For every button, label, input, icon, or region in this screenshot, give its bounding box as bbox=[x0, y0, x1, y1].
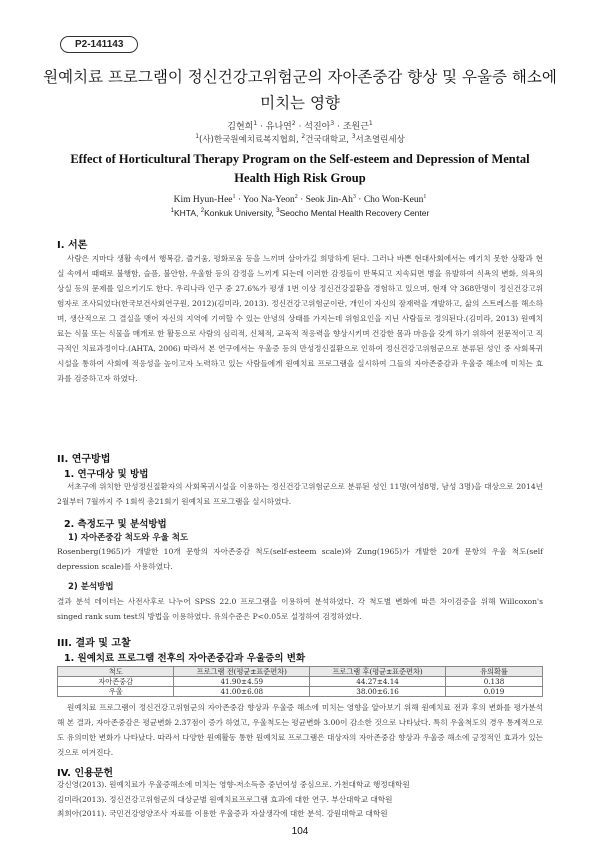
affiliations-korean: $^1$(사)한국원예치료복지협회, $^2$건국대학교, $^3$서초열린세상 bbox=[195, 133, 405, 145]
author-en: Seok Jin-Ah bbox=[305, 195, 353, 206]
author-en: Cho Won-Keun bbox=[363, 195, 424, 206]
authors-english: Kim Hyun-Hee$^1$ · Yoo Na-Yeon$^2$ · Seok Jin-$Ah^3$ · Cho Won-Keun$^1$ bbox=[173, 194, 427, 206]
author-ko: 김현희 bbox=[227, 122, 254, 132]
table-row bbox=[58, 677, 543, 687]
section-heading-methods: II. 연구방법 bbox=[57, 454, 111, 465]
title-english: Effect of Horticultural Therapy Program on the Self-esteem and Depression of Mental Health High Risk Group bbox=[70, 152, 530, 185]
author-ko: 조원근 bbox=[342, 122, 369, 132]
affiliations-english: $^1$KHTA, $^2$Konkuk University, $^3$Seocho Mental Health Recovery Center bbox=[170, 208, 430, 218]
subsection-heading-subjects: 1. 연구대상 및 방법 bbox=[64, 469, 149, 480]
table-header-cell: 프로그램 후(평균±표준편차) bbox=[310, 667, 446, 677]
section-heading-references: IV. 인용문헌 bbox=[57, 768, 114, 779]
results-paragraph: 원예치료 프로그램이 정신건강고위험군의 자아존중감 향상과 우울증 해소에 미치는 영향을 알아보기 위해 원예치료 전과 후의 변화를 평가분석해 본 결과, 자아존중감은 평균변화 2.37점이 증가 하였고, 우울척도는 평균변화 3.00이 감소한 것으로 나타났다. 특히 우울척도의 경우 통계적으로도 유의미한 변화가 나타났다. 따라서 다양한 원예활동 통한 원예치료 프로그램은 대상자의 자아존중감 향상과 우울증 해소에 긍정적인 효과가 있는 것으로 여겨진다. bbox=[57, 703, 543, 757]
section-heading-results: III. 결과 및 고찰 bbox=[57, 638, 131, 649]
author-ko: 유나연 bbox=[265, 122, 292, 132]
analysis-paragraph: 결과 분석 데이터는 사전사후로 나누어 SPSS 22.0 프로그램을 이용하여 분석하였다. 각 척도별 변화에 따른 차이검증을 위해 Willcoxon's singed rank sum test의 방법을 이용하였다. 유의수준은 P<0.05로 설정하여 검정하였다. bbox=[57, 597, 543, 621]
poster-id-badge: P2-141143 bbox=[60, 36, 138, 53]
table-header-cell: 척도 bbox=[58, 667, 174, 677]
table-header-cell: 유의확률 bbox=[445, 667, 542, 677]
table-cell: 자아존중감 bbox=[58, 677, 174, 687]
table-cell: 우울 bbox=[58, 687, 174, 697]
author-en: Yoo Na-Yeon bbox=[243, 195, 295, 206]
references-list bbox=[57, 778, 543, 822]
table-cell: 38.00±6.16 bbox=[310, 687, 446, 697]
table-cell: 0.019 bbox=[445, 687, 542, 697]
table-cell: 41.00±6.08 bbox=[174, 687, 310, 697]
table-cell: 44.27±4.14 bbox=[310, 677, 446, 687]
subsection-heading-instruments: 2. 측정도구 및 분석방법 bbox=[64, 519, 167, 530]
table-cell: 41.90±4.59 bbox=[174, 677, 310, 687]
subjects-paragraph: 서초구에 위치한 만성정신질환자의 사회복귀시설을 이용하는 정신건강고위험군으로 분류된 성인 11명(여성8명, 남성 3명)을 대상으로 2014년 2월부터 7월까지 주 1회씩 총21회기 원예치료 프로그램을 실시하였다. bbox=[57, 482, 543, 506]
subsection-heading-results-table: 1. 원예치료 프로그램 전후의 자아존중감과 우울증의 변화 bbox=[64, 653, 306, 664]
author-ko: 석진아 bbox=[304, 122, 331, 132]
author-en: Kim Hyun-Hee bbox=[173, 195, 233, 206]
title-korean: 원예치료 프로그램이 정신건강고위험군의 자아존중감 향상 및 우울증 해소에 미치는 영향 bbox=[43, 68, 557, 112]
table-cell: 0.138 bbox=[445, 677, 542, 687]
authors-korean: 김현희$^1$ · 유나연$^2$ · 석진아$^3$ · 조원근$^1$ bbox=[227, 120, 373, 132]
scales-paragraph: Rosenberg(1965)가 개발한 10개 문항의 자아존중감 척도(self-esteem scale)와 Zung(1965)가 개발한 20개 문항의 우울 척도(self depression scale)를 사용하였다. bbox=[57, 547, 543, 571]
reference-item: 김미라(2013). 정신건강고위험군의 대상군별 원예치료프로그램 효과에 대한 연구. 부산대학교 대학원 bbox=[57, 794, 393, 804]
reference-item: 최희아(2011). 국민건강영양조사 자료를 이용한 우울증과 자살생각에 대한 분석. 강원대학교 대학원 bbox=[57, 809, 388, 818]
reference-item: 강신영(2013). 원예치료가 우울증해소에 미치는 영향-저소득층 중년여성 중심으로. 가천대학교 행정대학원 bbox=[57, 780, 410, 789]
subsection-heading-scales: 1) 자아존중감 척도와 우울 척도 bbox=[68, 533, 189, 543]
page-number: 104 bbox=[291, 826, 309, 837]
table-header-row bbox=[58, 667, 543, 677]
subsection-heading-analysis: 2) 분석방법 bbox=[68, 582, 114, 592]
section-heading-introduction: I. 서론 bbox=[57, 240, 88, 251]
results-table bbox=[57, 666, 543, 697]
table-header-cell: 프로그램 전(평균±표준편차) bbox=[174, 667, 310, 677]
introduction-paragraph: 사람은 지마다 생활 속에서 행복감, 즐거움, 평화로움 등을 느끼며 살아가길 희망하게 된다. 그러나 바쁜 현대사회에서는 예기치 못한 상황과 현실 속에서 때때로 불행함, 슬픔, 불안함, 우울함 등의 감정을 느끼게 되는데 이러한 감정들이 반복되고 지속되면 병을 유발하여 식욕의 변화, 의욕의 상실 등의 문제를 일으키기도 한다. 우리나라 인구 중 27.6%가 평생 1번 이상 정신건강질환을 경험하고 있으며, 현재 약 368만명이 정신건강고위험자로 조사되었다(한국보건사회연구원, 2012)(김미라, 2013). 정신건강고위험군이란, 개인이 자신의 잠재력을 개발하고, 삶의 스트레스를 해소하며, 생산적으로 그 결실을 맺어 자신의 지역에 기여할 수 있는 안녕의 상태를 가지는데 위험요인을 지닌 사람들로 정의된다.(김미라, 2013) 원예치료는 식물 또는 식물을 매개로 한 활동으로 사람의 심리적, 신체적, 교육적 적응력을 향상시키며 건강한 몸과 마음을 갖게 하기 위하여 전문적이고 직극적인 치료과정이다.(AHTA, 2006) 따라서 본 연구에서는 우울증 등의 만성정신질환으로 인하여 정신건강고위험군으로 분류된 성인 중 사회복귀시설을 통하여 사회에 적응성을 높이고자 노력하고 있는 사람들에게 원예치료 프로그램을 실시하여 그들의 자아존중감과 우울증 해소에 미치는 효과를 검증하고자 하였다. bbox=[57, 254, 543, 383]
table-row bbox=[58, 687, 543, 697]
